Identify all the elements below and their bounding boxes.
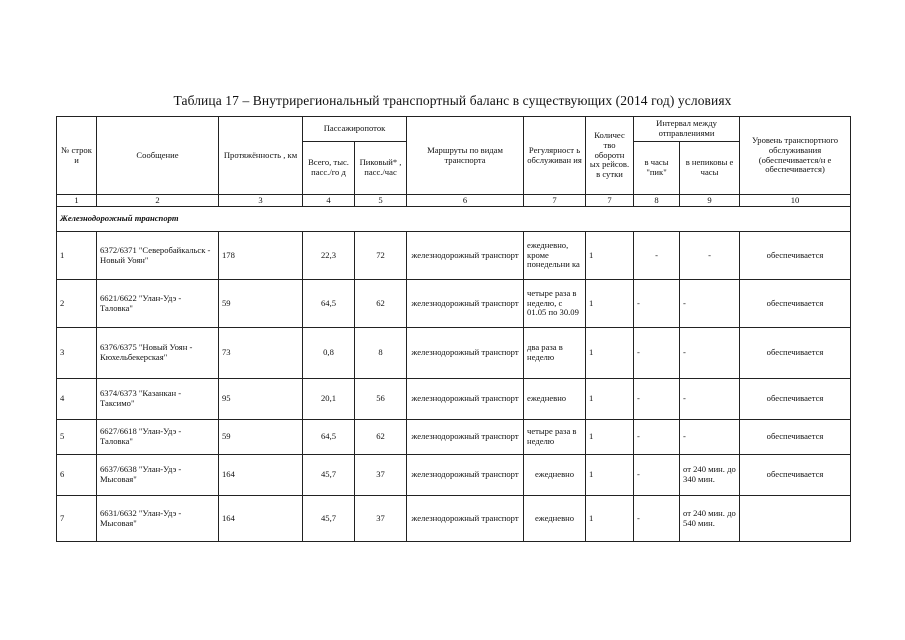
turnover-cell: 1 bbox=[586, 328, 634, 379]
interval-offpeak-cell: - bbox=[680, 280, 740, 328]
turnover-cell: 1 bbox=[586, 420, 634, 455]
table-row bbox=[57, 455, 851, 496]
regularity-cell: ежедневно bbox=[524, 379, 586, 420]
col-number: 5 bbox=[355, 195, 407, 207]
header-num: № строк и bbox=[57, 117, 97, 195]
header-flow-group: Пассажиропоток bbox=[303, 117, 407, 142]
level-cell: обеспечивается bbox=[740, 232, 851, 280]
table-row bbox=[57, 379, 851, 420]
turnover-cell: 1 bbox=[586, 232, 634, 280]
interval-offpeak-cell: от 240 мин. до 340 мин. bbox=[680, 455, 740, 496]
header-regularity: Регулярност ь обслуживан ия bbox=[524, 117, 586, 195]
turnover-cell: 1 bbox=[586, 280, 634, 328]
length-cell: 178 bbox=[219, 232, 303, 280]
interval-offpeak-cell: - bbox=[680, 379, 740, 420]
interval-peak-cell: - bbox=[634, 328, 680, 379]
flow-peak-cell: 62 bbox=[355, 420, 407, 455]
route-cell: 6637/6638 "Улан-Удэ - Мысовая" bbox=[97, 455, 219, 496]
route-cell: 6631/6632 "Улан-Удэ - Мысовая" bbox=[97, 496, 219, 542]
turnover-cell: 1 bbox=[586, 379, 634, 420]
flow-peak-cell: 62 bbox=[355, 280, 407, 328]
flow-total-cell: 64,5 bbox=[303, 420, 355, 455]
header-route: Сообщение bbox=[97, 117, 219, 195]
length-cell: 164 bbox=[219, 455, 303, 496]
length-cell: 73 bbox=[219, 328, 303, 379]
length-cell: 59 bbox=[219, 420, 303, 455]
flow-peak-cell: 37 bbox=[355, 455, 407, 496]
mode-cell: железнодорожный транспорт bbox=[407, 496, 524, 542]
header-row bbox=[57, 117, 851, 142]
col-number: 9 bbox=[680, 195, 740, 207]
interval-offpeak-cell: - bbox=[680, 420, 740, 455]
flow-peak-cell: 72 bbox=[355, 232, 407, 280]
mode-cell: железнодорожный транспорт bbox=[407, 232, 524, 280]
table-row bbox=[57, 420, 851, 455]
route-cell: 6374/6373 "Казанкан - Таксимо" bbox=[97, 379, 219, 420]
row-number: 4 bbox=[57, 379, 97, 420]
row-number: 5 bbox=[57, 420, 97, 455]
length-cell: 59 bbox=[219, 280, 303, 328]
level-cell: обеспечивается bbox=[740, 280, 851, 328]
row-number: 6 bbox=[57, 455, 97, 496]
table-title: Таблица 17 – Внутрирегиональный транспортный баланс в существующих (2014 год) условиях bbox=[173, 93, 732, 108]
header-modes: Маршруты по видам транспорта bbox=[407, 117, 524, 195]
level-cell: обеспечивается bbox=[740, 379, 851, 420]
interval-peak-cell: - bbox=[634, 496, 680, 542]
col-number: 7 bbox=[524, 195, 586, 207]
turnover-cell: 1 bbox=[586, 496, 634, 542]
header-interval-offpeak: в непиковы е часы bbox=[680, 142, 740, 195]
mode-cell: железнодорожный транспорт bbox=[407, 379, 524, 420]
mode-cell: железнодорожный транспорт bbox=[407, 328, 524, 379]
header-length: Протяжённость , км bbox=[219, 117, 303, 195]
interval-offpeak-cell: - bbox=[680, 232, 740, 280]
mode-cell: железнодорожный транспорт bbox=[407, 420, 524, 455]
flow-peak-cell: 8 bbox=[355, 328, 407, 379]
col-number: 10 bbox=[740, 195, 851, 207]
header-flow-total: Всего, тыс. пасс./го д bbox=[303, 142, 355, 195]
flow-total-cell: 22,3 bbox=[303, 232, 355, 280]
mode-cell: железнодорожный транспорт bbox=[407, 455, 524, 496]
route-cell: 6376/6375 "Новый Уоян - Кюхельбекерская" bbox=[97, 328, 219, 379]
row-number: 2 bbox=[57, 280, 97, 328]
length-cell: 95 bbox=[219, 379, 303, 420]
route-cell: 6627/6618 "Улан-Удэ - Таловка" bbox=[97, 420, 219, 455]
col-number: 6 bbox=[407, 195, 524, 207]
regularity-cell: два раза в неделю bbox=[524, 328, 586, 379]
table-row bbox=[57, 496, 851, 542]
flow-total-cell: 45,7 bbox=[303, 455, 355, 496]
regularity-cell: ежедневно bbox=[524, 455, 586, 496]
level-cell bbox=[740, 496, 851, 542]
interval-peak-cell: - bbox=[634, 420, 680, 455]
col-number: 3 bbox=[219, 195, 303, 207]
interval-peak-cell: - bbox=[634, 280, 680, 328]
col-number: 1 bbox=[57, 195, 97, 207]
table-row bbox=[57, 232, 851, 280]
column-number-row bbox=[57, 195, 851, 207]
row-number: 7 bbox=[57, 496, 97, 542]
flow-total-cell: 20,1 bbox=[303, 379, 355, 420]
level-cell: обеспечивается bbox=[740, 420, 851, 455]
regularity-cell: четыре раза в неделю bbox=[524, 420, 586, 455]
flow-peak-cell: 56 bbox=[355, 379, 407, 420]
row-number: 3 bbox=[57, 328, 97, 379]
col-number: 2 bbox=[97, 195, 219, 207]
regularity-cell: ежедневно, кроме понедельни ка bbox=[524, 232, 586, 280]
interval-peak-cell: - bbox=[634, 455, 680, 496]
level-cell: обеспечивается bbox=[740, 328, 851, 379]
header-flow-peak: Пиковый* , пасс./час bbox=[355, 142, 407, 195]
header-turnover: Количес тво оборотн ых рейсов. в сутки bbox=[586, 117, 634, 195]
section-row bbox=[57, 207, 851, 232]
level-cell: обеспечивается bbox=[740, 455, 851, 496]
header-interval-group: Интервал между отправлениями bbox=[634, 117, 740, 142]
route-cell: 6621/6622 "Улан-Удэ - Таловка" bbox=[97, 280, 219, 328]
table-row bbox=[57, 328, 851, 379]
transport-balance-table bbox=[56, 116, 851, 542]
regularity-cell: ежедневно bbox=[524, 496, 586, 542]
row-number: 1 bbox=[57, 232, 97, 280]
table-row bbox=[57, 280, 851, 328]
flow-total-cell: 45,7 bbox=[303, 496, 355, 542]
turnover-cell: 1 bbox=[586, 455, 634, 496]
header-level: Уровень транспортного обслуживания (обеспечивается/н е обеспечивается) bbox=[740, 117, 851, 195]
interval-offpeak-cell: - bbox=[680, 328, 740, 379]
interval-peak-cell: - bbox=[634, 232, 680, 280]
regularity-cell: четыре раза в неделю, с 01.05 по 30.09 bbox=[524, 280, 586, 328]
col-number: 4 bbox=[303, 195, 355, 207]
flow-peak-cell: 37 bbox=[355, 496, 407, 542]
header-interval-peak: в часы "пик" bbox=[634, 142, 680, 195]
length-cell: 164 bbox=[219, 496, 303, 542]
flow-total-cell: 0,8 bbox=[303, 328, 355, 379]
interval-offpeak-cell: от 240 мин. до 540 мин. bbox=[680, 496, 740, 542]
flow-total-cell: 64,5 bbox=[303, 280, 355, 328]
col-number: 8 bbox=[634, 195, 680, 207]
mode-cell: железнодорожный транспорт bbox=[407, 280, 524, 328]
route-cell: 6372/6371 "Северобайкальск - Новый Уоян" bbox=[97, 232, 219, 280]
col-number: 7 bbox=[586, 195, 634, 207]
interval-peak-cell: - bbox=[634, 379, 680, 420]
section-label: Железнодорожный транспорт bbox=[57, 207, 851, 232]
